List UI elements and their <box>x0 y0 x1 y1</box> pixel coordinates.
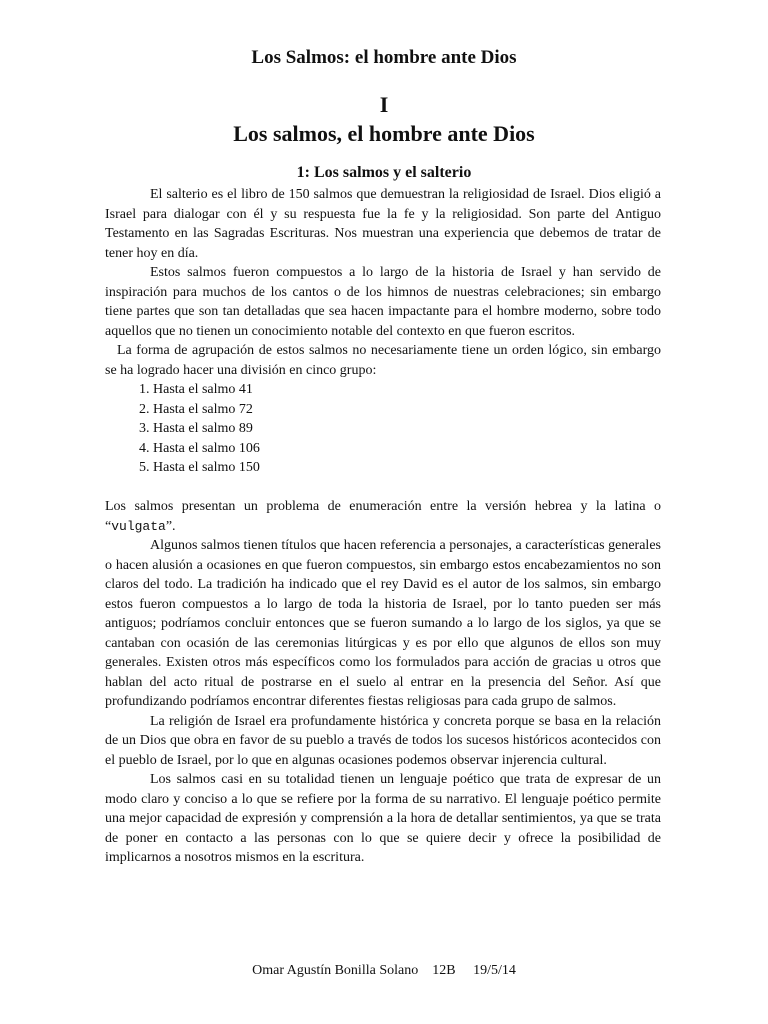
page-footer <box>0 962 768 980</box>
enumeration-text: Los salmos presentan un problema de enumeración entre la versión hebrea y la latina o “ <box>105 499 661 534</box>
list-item-number: 1. <box>139 382 150 397</box>
vulgata-term: vulgata <box>111 518 166 534</box>
footer-date: 19/5/14 <box>473 963 516 978</box>
list-item-text: Hasta el salmo 72 <box>153 401 253 417</box>
paragraph-religion: La religión de Israel era profundamente histórica y concreta porque se basa en la relación de un Dios que obra en favor de su pueblo a través de todos los sucesos históricos acontecidos con el pueblo de Israel, por lo que en algunas ocasiones podemos observar injerencia cultural. <box>105 713 661 768</box>
chapter-title: Los salmos, el hombre ante Dios <box>233 121 535 146</box>
list-item-number: 5. <box>139 460 150 475</box>
list-item-number: 2. <box>139 401 150 417</box>
document-body <box>105 185 661 868</box>
paragraph-poetic-language: Los salmos casi en su totalidad tienen un lenguaje poético que trata de expresar de un modo claro y conciso a lo que se refiere por la forma de su narrativo. El lenguaje poético permite una mejor capacidad de expresión y comprensión a la hora de detallar sentimientos, ya que se trata de poner en contacto a las personas con lo que se quiere decir y ofrece la posibilidad de implicarnos a nosotros mismos en la escritura. <box>105 772 661 865</box>
paragraph-intro: El salterio es el libro de 150 salmos que demuestran la religiosidad de Israel. Dios eligió a Israel para dialogar con él y su respuesta fue la fe y la religiosidad. Son parte del Antiguo Testamento en las Sagradas Escrituras. Nos muestran una experiencia que debemos de tratar de tener hoy en día. <box>105 187 661 261</box>
list-item <box>105 400 661 420</box>
list-item <box>105 419 661 439</box>
list-item-number: 4. <box>139 440 150 456</box>
paragraph-enumeration <box>105 497 661 536</box>
list-item-text: Hasta el salmo 150 <box>153 460 260 475</box>
chapter-number: I <box>379 92 389 117</box>
spacer <box>105 478 661 498</box>
document-title: Los Salmos: el hombre ante Dios <box>251 47 517 68</box>
list-item-text: Hasta el salmo 89 <box>153 421 253 436</box>
list-item <box>105 458 661 478</box>
list-item <box>105 380 661 400</box>
list-item-number: 3. <box>139 421 150 436</box>
paragraph-titles: Algunos salmos tienen títulos que hacen referencia a personajes, a características generales o hacen alusión a ocasiones en que fueron compuestos, sin embargo estos encabezamientos no son claros del todo. La tradición ha indicado que el rey David es el autor de los salmos, sin embargo estos fueron compuestos a lo largo de toda la historia de Israel, por lo tanto pueden ser más antiguos; podríamos concluir entonces que se fueron sumando a lo largo de los siglos, ya que se cantaban con ocasión de las ceremonias litúrgicas y es por ello que algunos de ellos son muy generales. Existen otros más específicos como los formulados para acción de gracias u otros que hablan del acto ritual de postrarse en el suelo al entrar en la presencia del Señor. Así que profundizando podríamos encontrar diferentes fiestas religiosas para cada grupo de salmos. <box>105 538 661 709</box>
section-title: 1: Los salmos y el salterio <box>296 164 472 181</box>
list-item-text: Hasta el salmo 106 <box>153 440 260 456</box>
list-item-text: Hasta el salmo 41 <box>153 382 253 397</box>
footer-author: Omar Agustín Bonilla Solano <box>252 963 419 978</box>
paragraph-composition: Estos salmos fueron compuestos a lo largo de la historia de Israel y han servido de inspiración para muchos de los cantos o de los himnos de nuestras celebraciones; sin embargo tiene partes que son tan detalladas que sea hacen impactante para el hombre moderno, sobre todo aquellos que no tienen un conocimiento notable del contexto en que fueron escritos. <box>105 265 661 339</box>
list-item <box>105 439 661 459</box>
paragraph-grouping: La forma de agrupación de estos salmos no necesariamente tiene un orden lógico, sin embargo se ha logrado hacer una división en cinco grupo: <box>105 343 661 378</box>
psalm-group-list <box>105 380 661 478</box>
footer-group: 12B <box>432 963 456 978</box>
enumeration-text-end: ”. <box>165 518 176 534</box>
